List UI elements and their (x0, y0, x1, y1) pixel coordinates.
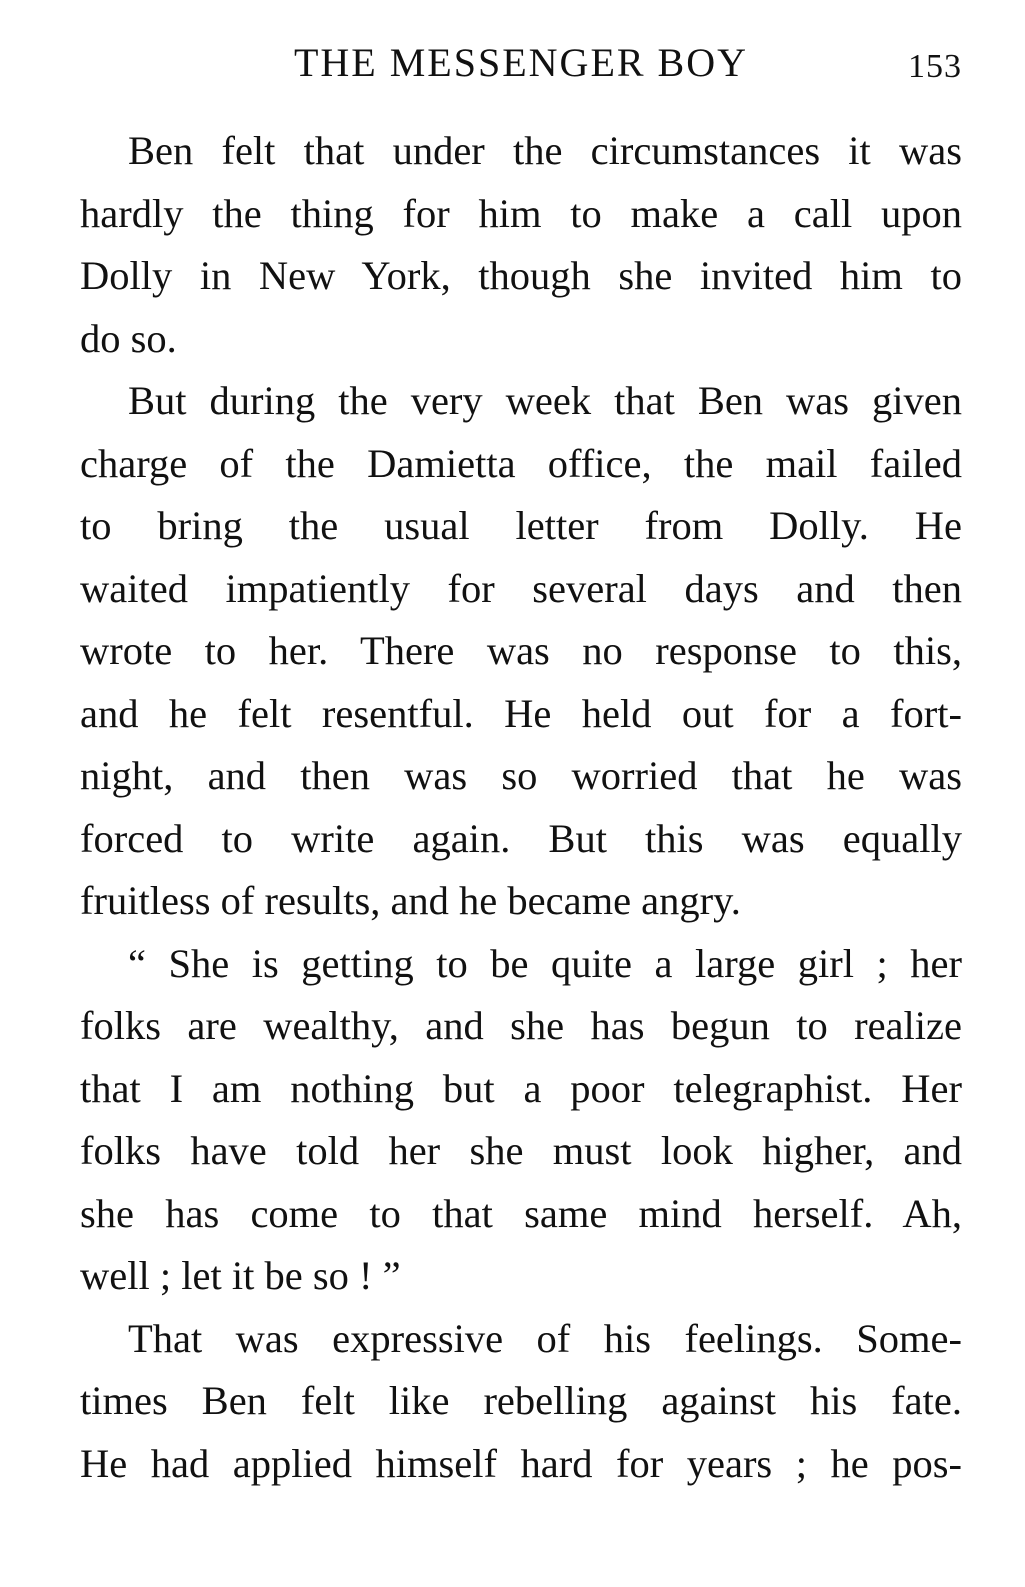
text-line: wrote to her. There was no response to this, (80, 628, 962, 673)
paragraph-3 (80, 933, 962, 1308)
text-line: to bring the usual letter from Dolly. He (80, 503, 962, 548)
text-line: But during the very week that Ben was given (128, 378, 962, 423)
text-line: That was expressive of his feelings. Some- (128, 1315, 962, 1361)
text-line: night, and then was so worried that he was (80, 753, 962, 798)
text-line: fruitless of results, and he became angry. (80, 878, 741, 923)
text-line: forced to write again. But this was equally (80, 815, 962, 861)
text-line: hardly the thing for him to make a call upon (80, 190, 962, 236)
text-line: “ She is getting to be quite a large girl ; her (128, 940, 962, 986)
body-text (80, 120, 962, 1495)
text-line: that I am nothing but a poor telegraphist. Her (80, 1065, 962, 1111)
text-line: times Ben felt like rebelling against his fate. (80, 1378, 962, 1423)
paragraph-1 (80, 120, 962, 370)
text-line: He had applied himself hard for years ; he pos- (80, 1440, 962, 1486)
page-number: 153 (908, 48, 962, 85)
paragraph-2 (80, 370, 962, 933)
text-line: folks are wealthy, and she has begun to realize (80, 1003, 962, 1048)
text-line: Dolly in New York, though she invited him to (80, 253, 962, 298)
text-line: well ; let it be so ! ” (80, 1253, 401, 1298)
text-line: she has come to that same mind herself. Ah, (80, 1190, 962, 1236)
text-line: Ben felt that under the circumstances it was (128, 128, 962, 173)
paragraph-4 (80, 1308, 962, 1496)
text-line: and he felt resentful. He held out for a fort- (80, 690, 962, 736)
running-head (80, 38, 962, 88)
text-line: waited impatiently for several days and then (80, 565, 962, 611)
text-line: folks have told her she must look higher, and (80, 1128, 962, 1173)
text-line: charge of the Damietta office, the mail failed (80, 440, 962, 486)
text-line: do so. (80, 315, 177, 361)
running-title: THE MESSENGER BOY (293, 40, 749, 85)
